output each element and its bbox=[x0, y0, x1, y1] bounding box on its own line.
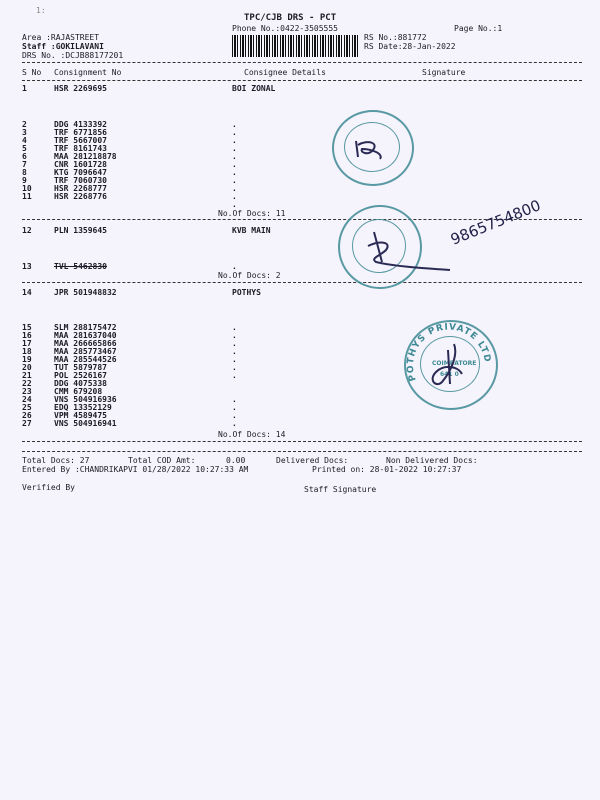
row-dot: . bbox=[232, 176, 237, 185]
row-consignment: TRF 5667007 bbox=[54, 136, 107, 145]
document-title: TPC/CJB DRS - PCT bbox=[244, 13, 337, 23]
row-consignment: KTG 7096647 bbox=[54, 168, 107, 177]
row-dot: . bbox=[232, 144, 237, 153]
row-sno: 17 bbox=[22, 339, 32, 348]
row-consignment: MAA 285773467 bbox=[54, 347, 117, 356]
row-consignment: DDG 4133392 bbox=[54, 120, 107, 129]
row-consignment: TRF 7060730 bbox=[54, 176, 107, 185]
row-sno: 25 bbox=[22, 403, 32, 412]
row-sno: 15 bbox=[22, 323, 32, 332]
row-dot: . bbox=[232, 331, 237, 340]
row-sno: 21 bbox=[22, 371, 32, 380]
row-dot: . bbox=[232, 403, 237, 412]
row-dot: . bbox=[232, 347, 237, 356]
row-consignment: SLM 288175472 bbox=[54, 323, 117, 332]
verified-by: Verified By bbox=[22, 483, 75, 492]
drs-number: DRS No. :DCJB88177201 bbox=[22, 51, 124, 60]
total-docs: Total Docs: 27 bbox=[22, 456, 90, 465]
row-sno: 4 bbox=[22, 136, 27, 145]
row-dot: . bbox=[232, 120, 237, 129]
row-consignment: EDQ 13352129 bbox=[54, 403, 112, 412]
row-consignment: VPM 4589475 bbox=[54, 411, 107, 420]
row-sno: 22 bbox=[22, 379, 32, 388]
row-consignment: JPR 501948832 bbox=[54, 288, 117, 297]
group-divider bbox=[22, 282, 582, 283]
row-consignee: KVB MAIN bbox=[232, 226, 271, 235]
row-consignment: CMM 679208 bbox=[54, 387, 103, 396]
row-dot: . bbox=[232, 168, 237, 177]
row-dot: . bbox=[232, 192, 237, 201]
staff-label: Staff :GOKILAVANI bbox=[22, 42, 104, 51]
rs-number: RS No.:881772 bbox=[364, 33, 427, 42]
row-consignment: TVL 5462830 bbox=[54, 262, 107, 271]
row-sno: 3 bbox=[22, 128, 27, 137]
col-consignee: Consignee Details bbox=[244, 68, 326, 77]
docs-count-1: No.Of Docs: 11 bbox=[218, 209, 286, 218]
stamp-pothys-city: COIMBATORE bbox=[432, 360, 477, 367]
row-consignment: HSR 2268776 bbox=[54, 192, 107, 201]
row-consignment: POL 2526167 bbox=[54, 371, 107, 380]
staff-signature: Staff Signature bbox=[304, 485, 377, 494]
row-consignment: MAA 285544526 bbox=[54, 355, 117, 364]
entered-by: Entered By :CHANDRIKAPVI 01/28/2022 10:27:33 AM bbox=[22, 465, 249, 474]
signature-pothys bbox=[418, 340, 478, 390]
row-consignee: BOI ZONAL bbox=[232, 84, 276, 93]
row-consignment: MAA 281637040 bbox=[54, 331, 117, 340]
total-cod-amount: 0.00 bbox=[226, 456, 246, 465]
row-sno: 16 bbox=[22, 331, 32, 340]
svg-text:POTHYS PRIVATE LTD: POTHYS PRIVATE LTD bbox=[405, 322, 493, 383]
row-consignment: CNR 1601728 bbox=[54, 160, 107, 169]
row-consignment: MAA 281218878 bbox=[54, 152, 117, 161]
header-divider bbox=[22, 62, 582, 63]
non-delivered-docs: Non Delivered Docs: bbox=[386, 456, 478, 465]
row-dot: . bbox=[232, 411, 237, 420]
col-signature: Signature bbox=[422, 68, 466, 77]
area-label: Area :RAJASTREET bbox=[22, 33, 100, 42]
page-number: Page No.:1 bbox=[454, 24, 503, 33]
col-consignment: Consignment No bbox=[54, 68, 122, 77]
row-dot: . bbox=[232, 395, 237, 404]
row-sno: 11 bbox=[22, 192, 32, 201]
corner-mark: 1: bbox=[36, 6, 46, 15]
row-consignment: PLN 1359645 bbox=[54, 226, 107, 235]
row-consignment: HSR 2268777 bbox=[54, 184, 107, 193]
row-sno: 23 bbox=[22, 387, 32, 396]
row-consignment: MAA 266665866 bbox=[54, 339, 117, 348]
row-sno: 18 bbox=[22, 347, 32, 356]
row-sno: 2 bbox=[22, 120, 27, 129]
row-sno: 13 bbox=[22, 262, 32, 271]
columns-divider bbox=[22, 80, 582, 81]
footer-divider bbox=[22, 451, 582, 452]
row-sno: 1 bbox=[22, 84, 27, 93]
row-consignment: TUT 5879787 bbox=[54, 363, 107, 372]
row-sno: 7 bbox=[22, 160, 27, 169]
row-dot: . bbox=[232, 128, 237, 137]
row-sno: 6 bbox=[22, 152, 27, 161]
row-sno: 9 bbox=[22, 176, 27, 185]
row-consignment: TRF 8161743 bbox=[54, 144, 107, 153]
row-dot: . bbox=[232, 419, 237, 428]
row-consignee: POTHYS bbox=[232, 288, 261, 297]
row-consignment: VNS 504916941 bbox=[54, 419, 117, 428]
printed-on: Printed on: 28-01-2022 10:27:37 bbox=[312, 465, 462, 474]
row-dot: . bbox=[232, 160, 237, 169]
group-divider bbox=[22, 441, 582, 442]
docs-count-2: No.Of Docs: 2 bbox=[218, 271, 281, 280]
row-dot: . bbox=[232, 339, 237, 348]
rs-date: RS Date:28-Jan-2022 bbox=[364, 42, 456, 51]
col-sno: S No bbox=[22, 68, 42, 77]
delivered-docs: Delivered Docs: bbox=[276, 456, 349, 465]
row-sno: 26 bbox=[22, 411, 32, 420]
row-dot: . bbox=[232, 200, 237, 209]
row-consignment: DDG 4075338 bbox=[54, 379, 107, 388]
row-dot: . bbox=[232, 363, 237, 372]
phone-number: Phone No.:0422-3505555 bbox=[232, 24, 338, 33]
row-sno: 24 bbox=[22, 395, 32, 404]
row-sno: 27 bbox=[22, 419, 32, 428]
row-consignment: TRF 6771856 bbox=[54, 128, 107, 137]
row-sno: 10 bbox=[22, 184, 32, 193]
row-consignment: VNS 504916936 bbox=[54, 395, 117, 404]
row-dot: . bbox=[232, 184, 237, 193]
stamp-pothys-pin: 641 0 bbox=[440, 371, 459, 378]
signature-boi bbox=[350, 135, 396, 165]
row-sno: 8 bbox=[22, 168, 27, 177]
row-sno: 5 bbox=[22, 144, 27, 153]
row-sno: 12 bbox=[22, 226, 32, 235]
row-dot: . bbox=[232, 355, 237, 364]
row-dot: . bbox=[232, 262, 237, 271]
row-sno: 19 bbox=[22, 355, 32, 364]
total-cod-label: Total COD Amt: bbox=[128, 456, 196, 465]
row-sno: 20 bbox=[22, 363, 32, 372]
row-dot: . bbox=[232, 371, 237, 380]
row-consignment: HSR 2269695 bbox=[54, 84, 107, 93]
row-dot: . bbox=[232, 152, 237, 161]
row-sno: 14 bbox=[22, 288, 32, 297]
signature-kvb bbox=[352, 228, 452, 273]
docs-count-3: No.Of Docs: 14 bbox=[218, 430, 286, 439]
barcode bbox=[232, 35, 358, 57]
row-dot: . bbox=[232, 136, 237, 145]
row-dot: . bbox=[232, 323, 237, 332]
handwritten-phone: 9865754800 bbox=[448, 196, 544, 249]
